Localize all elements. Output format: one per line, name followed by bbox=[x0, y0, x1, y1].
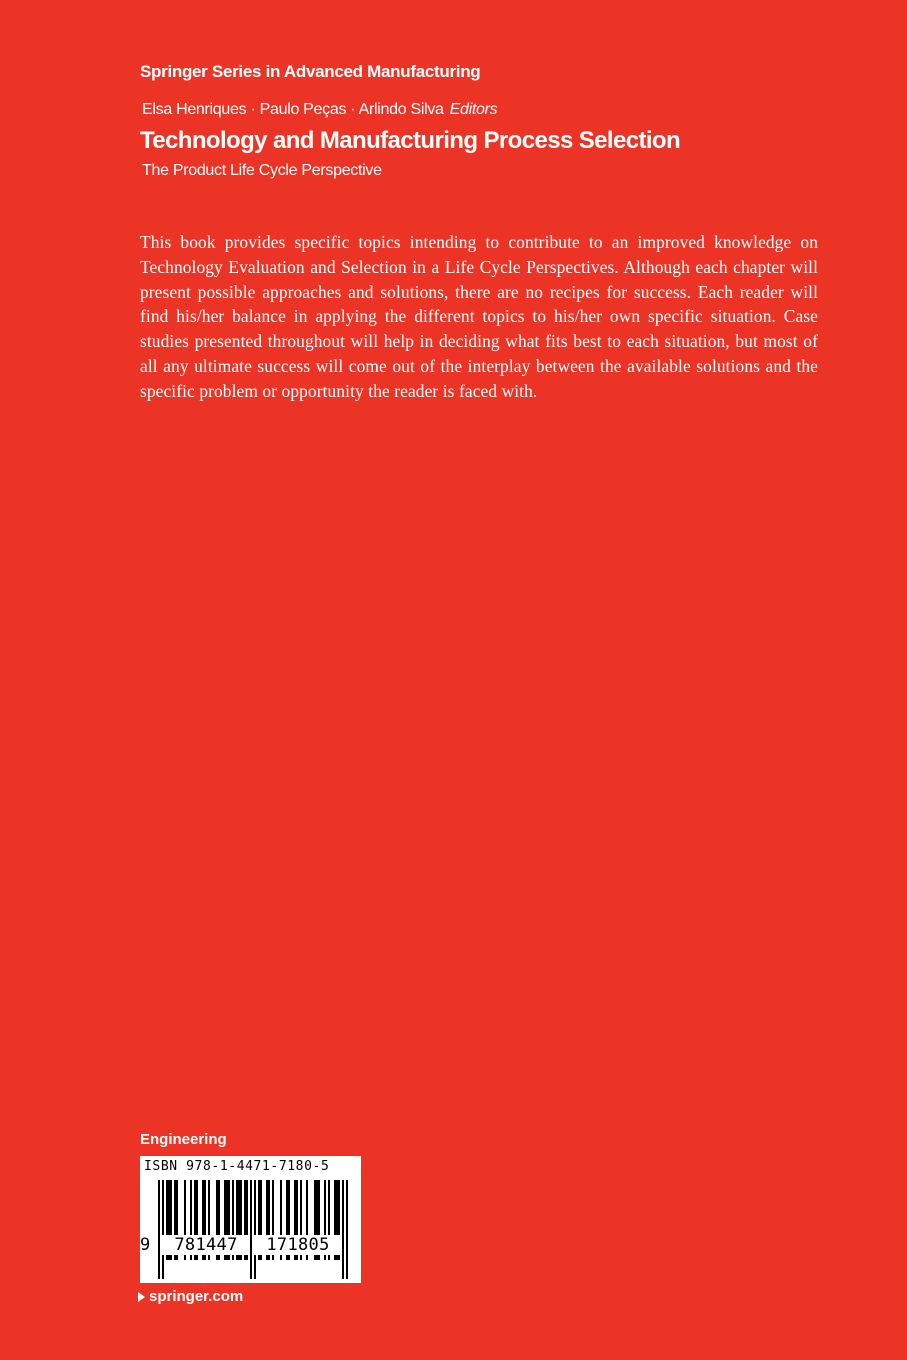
isbn-number: ISBN 978-1-4471-7180-5 bbox=[144, 1159, 330, 1174]
ean-right-digits: 171805 bbox=[254, 1235, 342, 1255]
editor-names: Elsa Henriques · Paulo Peças · Arlindo Silva bbox=[142, 101, 444, 118]
book-description: This book provides specific topics intending to contribute to an improved knowledge on Technology Evaluation and Selection in a Life Cycle Perspectives. Although each chapter will present possible approaches and solutions, there are no recipes for success. Each reader will find his/her balance in applying the different topics to his/her own specific situation. Case studies presented throughout will help in deciding what fits best to each situation, but most of all any ultimate success will come out of the interplay between the available solutions and the specific problem or opportunity the reader is faced with. bbox=[140, 232, 818, 401]
arrow-right-icon bbox=[138, 1292, 145, 1302]
isbn-barcode bbox=[140, 1156, 361, 1283]
subject-category: Engineering bbox=[140, 1131, 227, 1148]
book-title: Technology and Manufacturing Process Selection bbox=[140, 127, 681, 154]
book-subtitle: The Product Life Cycle Perspective bbox=[142, 162, 382, 179]
series-name: Springer Series in Advanced Manufacturing bbox=[140, 62, 481, 81]
editors-line bbox=[142, 101, 497, 119]
ean-digits bbox=[140, 1156, 352, 1255]
editors-role: Editors bbox=[449, 101, 498, 118]
website-label: springer.com bbox=[149, 1288, 244, 1305]
publisher-website[interactable] bbox=[138, 1288, 243, 1305]
ean-left-digits: 781447 bbox=[162, 1235, 250, 1255]
ean-lead-digit: 9 bbox=[140, 1235, 154, 1255]
